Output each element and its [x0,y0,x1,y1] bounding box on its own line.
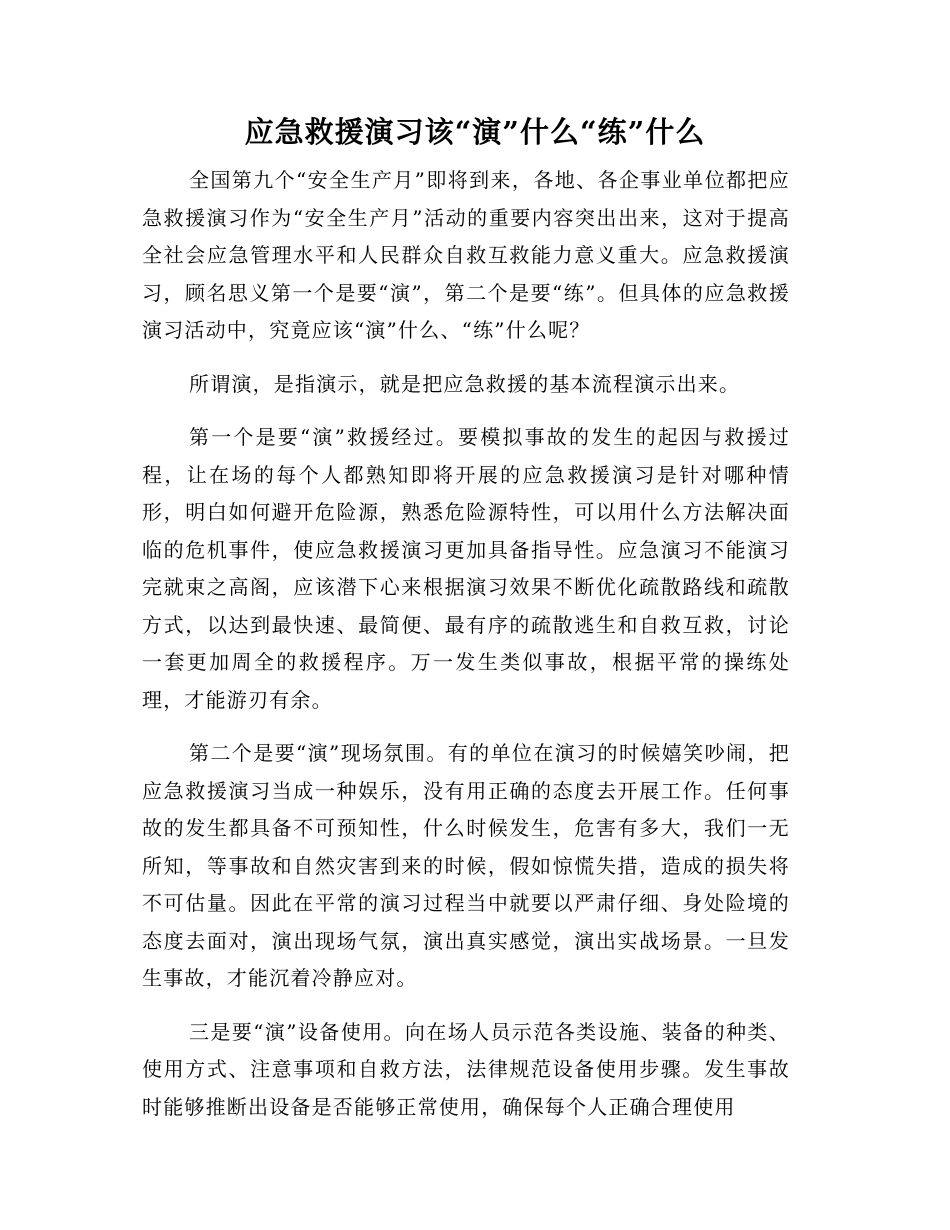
paragraph-rescue-process: 第一个是要“演”救援经过。要模拟事故的发生的起因与救援过程，让在场的每个人都熟知即将开展的应急救援演习是针对哪种情形，明白如何避开危险源，熟悉危险源特性，可以用什么方法解决面临的危机事件，使应急救援演习更加具备指导性。应急演习不能演习完就束之高阁，应该潜下心来根据演习效果不断优化疏散路线和疏散方式，以达到最快速、最简便、最有序的疏散逃生和自救互救，讨论一套更加周全的救援程序。万一发生类似事故，根据平常的操练处理，才能游刃有余。 [142,425,790,712]
paragraph-equipment-use: 三是要“演”设备使用。向在场人员示范各类设施、装备的种类、使用方式、注意事项和自救方法，法律规范设备使用步骤。发生事故时能够推断出设备是否能够正常使用，确保每个人正确合理使用 [142,1019,790,1119]
paragraph-intro: 全国第九个“安全生产月”即将到来，各地、各企事业单位都把应急救援演习作为“安全生产月”活动的重要内容突出出来，这对于提高全社会应急管理水平和人民群众自救互救能力意义重大。应急救援演习，顾名思义第一个是要“演”，第二个是要“练”。但具体的应急救援演习活动中，究竟应该“演”什么、“练”什么呢？ [142,168,790,342]
paragraph-scene-atmosphere: 第二个是要“演”现场氛围。有的单位在演习的时候嬉笑吵闹，把应急救援演习当成一种娱乐，没有用正确的态度去开展工作。任何事故的发生都具备不可预知性，什么时候发生，危害有多大，我们一无所知，等事故和自然灾害到来的时候，假如惊慌失措，造成的损失将不可估量。因此在平常的演习过程当中就要以严肃仔细、身处险境的态度去面对，演出现场气氛，演出真实感觉，演出实战场景。一旦发生事故，才能沉着冷静应对。 [142,741,790,990]
document-title: 应急救援演习该“演”什么“练”什么 [244,115,706,149]
document-body [142,162,790,1142]
paragraph-definition: 所谓演，是指演示，就是把应急救援的基本流程演示出来。 [189,371,741,396]
